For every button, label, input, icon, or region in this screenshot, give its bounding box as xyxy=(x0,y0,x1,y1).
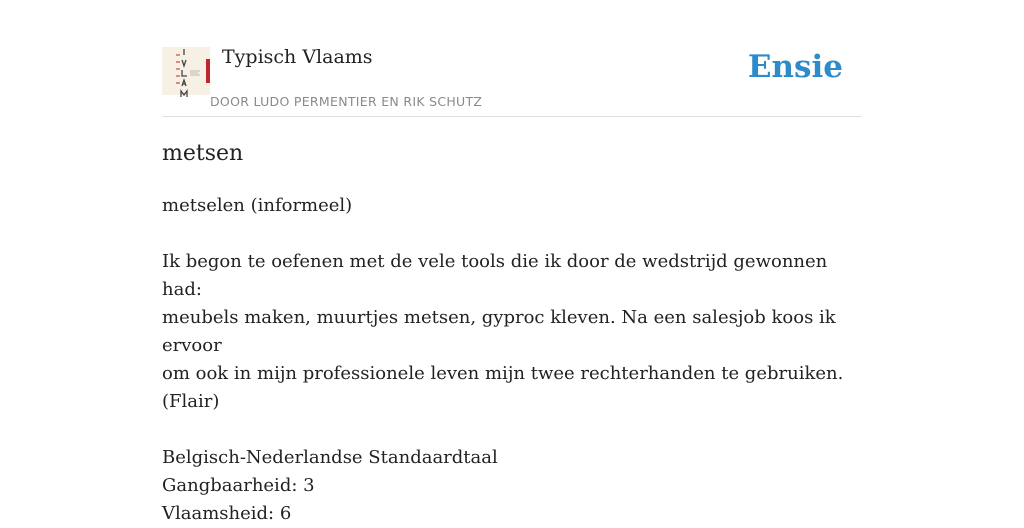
entry-content xyxy=(162,138,862,528)
vlaamsheid-score: Vlaamsheid: 6 xyxy=(162,503,292,524)
author-byline: DOOR LUDO PERMENTIER EN RIK SCHUTZ xyxy=(210,94,483,109)
logo-graphic xyxy=(162,47,210,95)
site-title[interactable]: Typisch Vlaams xyxy=(222,46,373,68)
quote-source: (Flair) xyxy=(162,391,220,412)
paragraph-spacer xyxy=(162,416,862,444)
entry-body xyxy=(162,192,862,528)
header xyxy=(162,40,862,117)
site-logo[interactable] xyxy=(162,47,210,95)
entry-term: metsen xyxy=(162,141,244,166)
quote-line: om ook in mijn professionele leven mijn twee rechterhanden te gebruiken. xyxy=(162,363,844,384)
language-variant: Belgisch-Nederlandse Standaardtaal xyxy=(162,447,498,468)
entry-definition: metselen (informeel) xyxy=(162,195,353,216)
paragraph-spacer xyxy=(162,220,862,248)
gangbaarheid-score: Gangbaarheid: 3 xyxy=(162,475,315,496)
quote-line: Ik begon te oefenen met de vele tools die ik door de wedstrijd gewonnen had: xyxy=(162,251,828,300)
ensie-logo-link[interactable]: Ensie xyxy=(747,49,843,85)
quote-line: meubels maken, muurtjes metsen, gyproc kleven. Na een salesjob koos ik ervoor xyxy=(162,307,836,356)
